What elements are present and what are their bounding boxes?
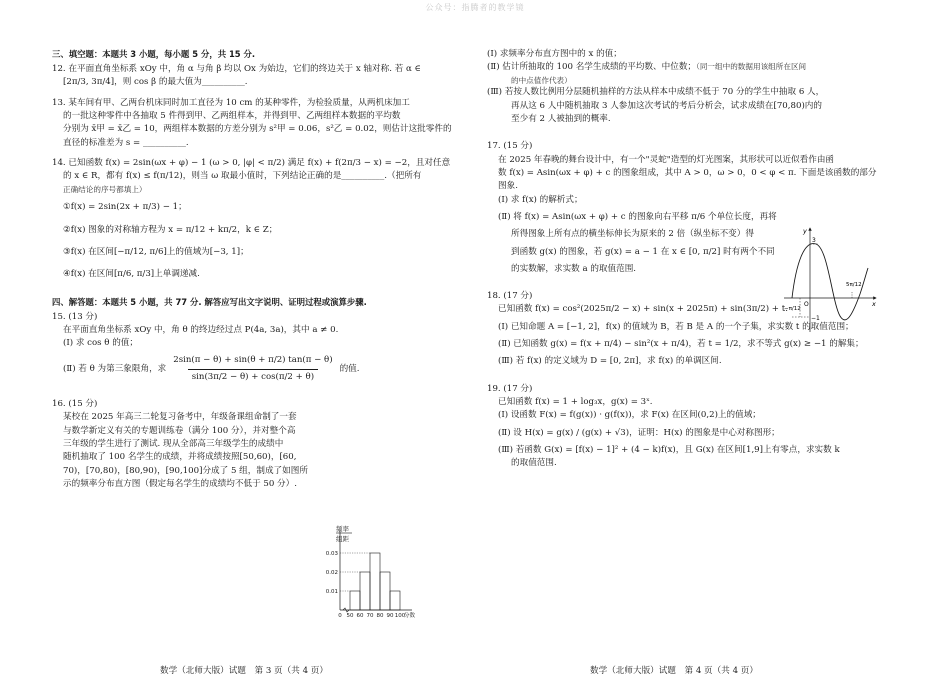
section-3-heading: 三、填空题：本题共 3 小题，每小题 5 分，共 15 分. (52, 49, 256, 59)
footer-left: 数学（北师大版）试题 第 3 页（共 4 页） (160, 666, 328, 676)
q19-part-1: (Ⅰ) 设函数 F(x) = f(g(x)) · g(f(x))，求 F(x) 在区间(0,2)上的值域； (498, 410, 761, 421)
question-12 (52, 63, 444, 90)
question-13 (52, 97, 452, 150)
q16-line: 某校在 2025 年高三二轮复习备考中，年级备课组命制了一套 (63, 412, 297, 423)
q17-part-2: 所得图象上所有点的横坐标伸长为原来的 2 倍（纵坐标不变）得 (511, 229, 754, 240)
q15-line: 15. (13 分) (52, 311, 98, 322)
x-left-label: −π/12 (784, 306, 801, 312)
q16-line: 70)，[70,80)，[80,90)，[90,100]分成了 5 组，制成了如图所 (63, 465, 308, 476)
q17-line: 17. (15 分) (487, 141, 533, 152)
footer-right: 数学（北师大版）试题 第 4 页（共 4 页） (590, 666, 758, 676)
q17-line: 数 f(x) = Asin(ωx + φ) + c 的图象组成，其中 A > 0，ω > 0，0 < φ < π. 下面是该函数的部分 (498, 167, 877, 178)
hist-bar (370, 553, 380, 610)
y-min-label: −1 (811, 315, 820, 322)
q12-line: 12. 在平面直角坐标系 xOy 中，角 α 与角 β 均以 Ox 为始边，它们的终边关于 x 轴对称. 若 α ∈ (52, 64, 421, 75)
q16-note: （同一组中的数据用该组所在区间 (696, 62, 807, 72)
q17-part-2: 到函数 g(x) 的图象，若 g(x) = a − 1 在 x ∈ [0, π/2] 时有两个不同 (511, 246, 775, 257)
hist-x-tick-label: 70 (366, 613, 374, 619)
q16-part-3: 至少有 2 人被抽到的概率. (511, 114, 611, 125)
origin-label: O (804, 301, 809, 308)
hist-ylabel-top: 频率 (336, 525, 349, 533)
q16-line: 与数学新定义有关的专题训练卷（满分 100 分），并对整个高 (63, 425, 296, 436)
q19-part-2: (Ⅱ) 设 H(x) = g(x) / (g(x) + √3)，证明：H(x) 的图象是中心对称图形； (498, 427, 780, 438)
q18-line: 已知函数 f(x) = cos²(2025π/2 − x) + sin(x + 2025π) + sin(3π/2) + t. (498, 304, 788, 315)
hist-y-tick-label: 0.03 (325, 551, 338, 557)
hist-x-tick-label: 0 (338, 613, 342, 619)
q16-line: 随机抽取了 100 名学生的成绩，并将成绩按照[50,60)，[60, (63, 452, 297, 463)
q19-part-3: 的取值范围. (511, 458, 557, 469)
q14-option-3: ③f(x) 在区间[−π/12, π/6]上的值域为[−3, 1]； (63, 246, 249, 257)
hist-x-tick-label: 100 (394, 613, 406, 619)
q14-note: 正确结论的序号都填上） (63, 184, 147, 194)
q19-line: 已知函数 f(x) = 1 + log₃x，g(x) = 3ˣ. (498, 397, 653, 408)
q15-line: (Ⅰ) 求 cos θ 的值； (63, 338, 138, 349)
q15-numerator: 2sin(π − θ) + sin(θ + π/2) tan(π − θ) (173, 355, 333, 366)
x-axis-label: x (872, 300, 876, 308)
q15-part-2 (52, 354, 444, 384)
q17-part-1: (Ⅰ) 求 f(x) 的解析式； (498, 194, 583, 205)
q16-note-2: 的中点值作代表） (511, 75, 572, 85)
hist-x-tick-label: 90 (386, 613, 394, 619)
q15-part-2-prefix: (Ⅱ) 若 θ 为第三象限角，求 (63, 363, 167, 374)
q15-part-2-suffix: 的值. (339, 363, 360, 374)
sine-graph (780, 224, 880, 336)
frequency-histogram (318, 522, 438, 622)
question-15 (52, 311, 444, 385)
q15-line: 在平面直角坐标系 xOy 中，角 θ 的终边经过点 P(4a, 3a)，其中 a ≠ 0. (63, 324, 339, 335)
q18-part-1: (Ⅰ) 已知命题 A = [−1, 2]，f(x) 的值域为 B，若 B 是 A 的一个子集，求实数 t 的取值范围； (498, 321, 854, 332)
q16-part-3: (Ⅲ) 若按人数比例用分层随机抽样的方法从样本中成绩不低于 70 分的学生中抽取 6 人， (487, 87, 825, 98)
q15-denominator: sin(3π/2 − θ) + cos(π/2 + θ) (188, 369, 318, 384)
q12-line: [2π/3, 3π/4]，则 cos β 的最大值为__________. (63, 77, 248, 88)
q14-line: 的 x ∈ R，都有 f(x) ≤ f(π/12)，则当 ω 取最小值时，下列结论正确的是__________.（把所有 (63, 171, 422, 182)
q17-part-2: 的实数解，求实数 a 的取值范围. (511, 263, 637, 274)
q13-line: 的一批这种零件中各抽取 5 件得到甲、乙两组样本，并得到甲、乙两组样本数据的平均数 (63, 110, 401, 121)
q19-line: 19. (17 分) (487, 383, 533, 394)
q14-option-2: ②f(x) 图象的对称轴方程为 x = π/12 + kπ/2，k ∈ Z； (63, 224, 278, 235)
q17-part-2: (Ⅱ) 将 f(x) = Asin(ωx + φ) + c 的图象向右平移 π/6 个单位长度，再将 (498, 211, 777, 222)
q16-line: 三年级的学生进行了测试. 现从全部高三年级学生的成绩中 (63, 439, 284, 450)
x-right-label: 5π/12 (846, 282, 862, 288)
hist-bar (390, 591, 400, 610)
q15-fraction (169, 354, 336, 384)
hist-bar (360, 572, 370, 610)
q17-line: 在 2025 年春晚的舞台设计中，有一个"灵蛇"造型的灯光图案，其形状可以近似看作由函 (498, 154, 835, 165)
left-page (52, 48, 452, 491)
q13-line: 直径的标准差为 s = __________. (63, 137, 189, 148)
q16-part-1: (Ⅰ) 求频率分布直方图中的 x 的值； (487, 49, 622, 59)
q16-line: 示的频率分布直方图（假定每名学生的成绩均不低于 50 分）. (63, 478, 297, 489)
hist-x-axis-label: 分数 (404, 613, 416, 619)
section-4-heading: 四、解答题：本题共 5 小题，共 77 分. 解答应写出文字说明、证明过程或演算步骤. (52, 296, 367, 307)
hist-x-tick-label: 60 (356, 613, 364, 619)
q17-line: 图象. (498, 181, 518, 192)
q14-option-1: ①f(x) = 2sin(2x + π/3) − 1； (63, 202, 187, 213)
q19-part-3: (Ⅲ) 若函数 G(x) = [f(x) − 1]² + (4 − k)f(x)，且 G(x) 在区间[1,9]上有零点，求实数 k (498, 444, 840, 455)
question-16 (52, 398, 444, 491)
q16-part-3: 再从这 6 人中随机抽取 3 人参加这次考试的考后分析会，试求成绩在[70,80)内的 (511, 100, 822, 111)
hist-bar (350, 591, 360, 610)
q18-part-3: (Ⅲ) 若 f(x) 的定义域为 D = [0, 2π]，求 f(x) 的单调区间. (498, 356, 722, 367)
q18-line: 18. (17 分) (487, 291, 533, 302)
hist-y-tick-label: 0.02 (325, 570, 338, 576)
question-16-parts (487, 48, 892, 126)
q16-part-2 (487, 61, 892, 74)
q16-line: 16. (15 分) (52, 399, 98, 410)
question-14 (52, 157, 451, 282)
q14-line: 14. 已知函数 f(x) = 2sin(ωx + φ) − 1 (ω > 0, |φ| < π/2) 满足 f(x) + f(2π/3 − x) = −2，且对任意 (52, 157, 451, 168)
q13-line: 13. 某车间有甲、乙两台机床同时加工直径为 10 cm 的某种零件，为检验质量，从两机床加工 (52, 97, 410, 108)
q18-part-2: (Ⅱ) 已知函数 g(x) = f(x + π/4) − sin²(x + π/4)，若 t = 1/2，求不等式 g(x) ≥ −1 的解集； (498, 339, 864, 350)
y-max-label: 3 (812, 237, 816, 244)
hist-bar (380, 572, 390, 610)
hist-x-tick-label: 50 (346, 613, 354, 619)
hist-y-tick-label: 0.01 (325, 589, 338, 595)
hist-ylabel-bottom: 组距 (336, 535, 349, 543)
q14-option-4: ④f(x) 在区间[π/6, π/3]上单调递减. (63, 269, 200, 280)
question-19 (487, 383, 892, 471)
q16-part-2-text: (Ⅱ) 估计所抽取的 100 名学生成绩的平均数、中位数； (487, 62, 697, 73)
q13-line: 分别为 x̄甲 = x̄乙 = 10，两组样本数据的方差分别为 s²甲 = 0.06，s²乙 = 0.02，则估计这批零件的 (63, 124, 452, 135)
watermark: 公众号：指腾者的教学镜 (425, 3, 525, 12)
hist-x-tick-label: 80 (376, 613, 384, 619)
y-axis-label: y (803, 227, 807, 235)
